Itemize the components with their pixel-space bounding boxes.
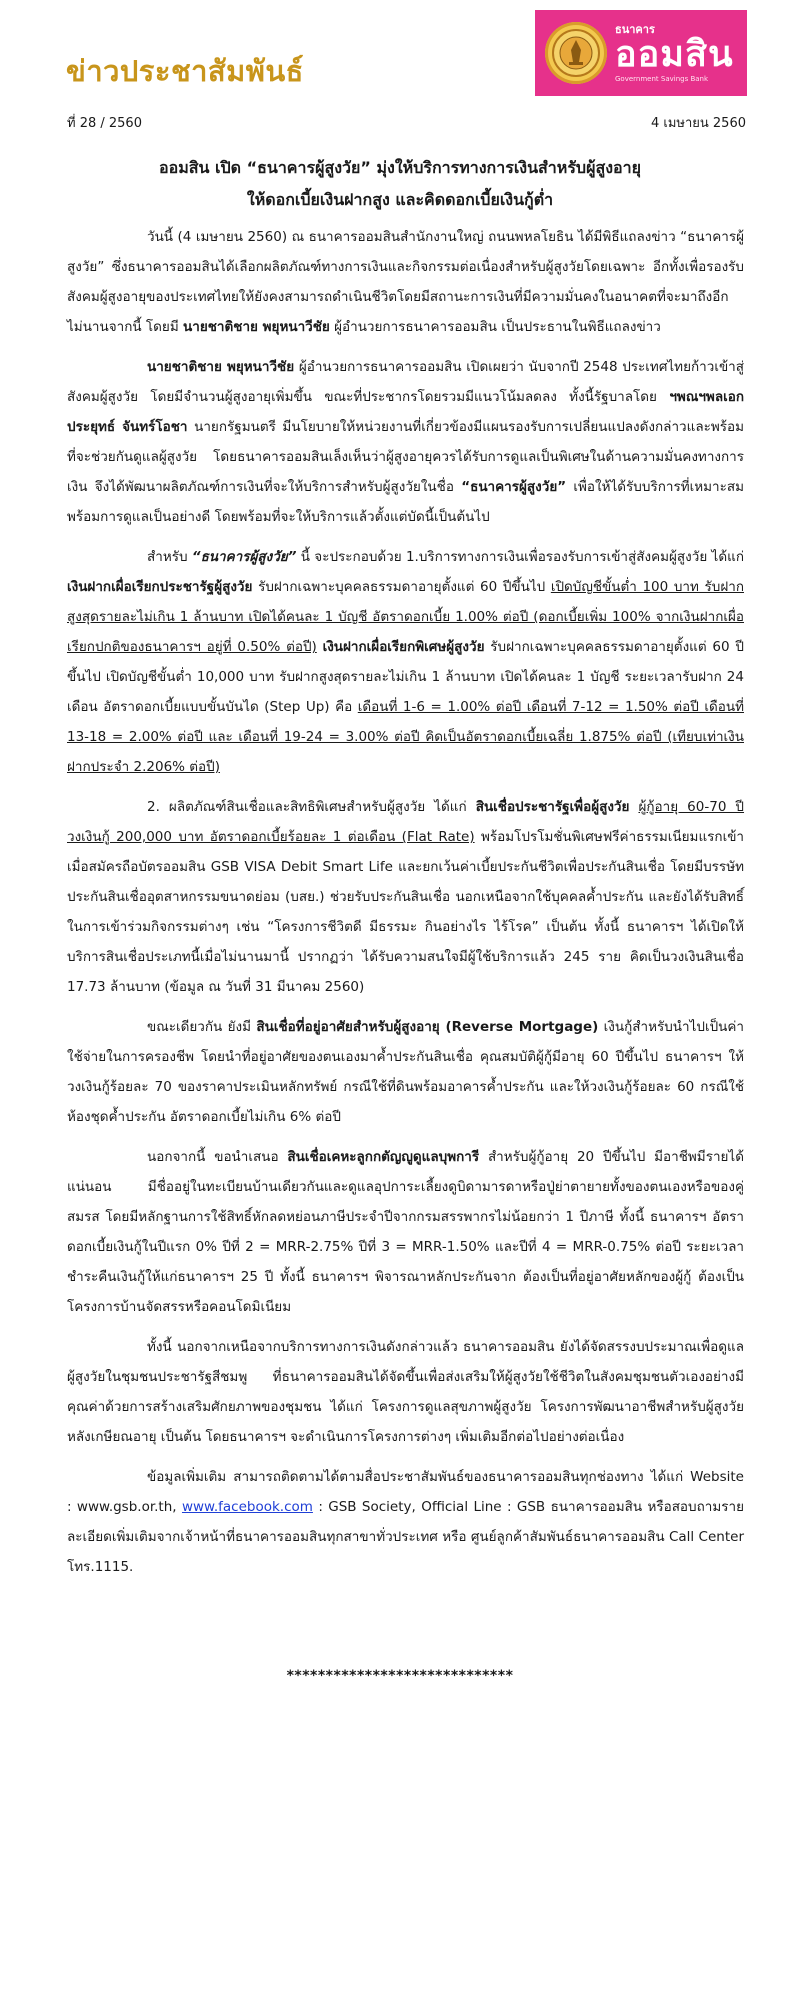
p2-text-f: เพื่อให้ได้รับบริการที่เหมาะสมพร้อมการดูแลเป็นอย่างดี โดยพร้อมที่จะให้บริการแล้วตั้งแต่บัดนี้เป็นต้นไป bbox=[67, 479, 744, 525]
gsb-logo bbox=[535, 10, 747, 96]
p5-text-a: ขณะเดียวกัน ยังมี bbox=[147, 1019, 252, 1035]
p3-text-h: รับฝากเฉพาะบุคคลธรรมดาอายุตั้งแต่ 60 ปีขึ้นไป เปิดบัญชีขั้นต่ำ 10,000 บาท รับฝากสูงสุดรายละไม่เกิน 1 ล้านบาท เปิดได้คนละ 1 บัญชี ระยะเวลารับฝาก 24 เดือน อัตราดอกเบี้ยแบบขั้นบันได (Step Up) คือ bbox=[67, 639, 744, 715]
p4-loan-product: สินเชื่อประชารัฐเพื่อผู้สูงวัย bbox=[475, 799, 630, 815]
p2-prime-minister: ฯพณฯพลเอกประยุทธ์ จันทร์โอชา bbox=[67, 389, 744, 435]
p2-director-name: นายชาติชาย พยุหนาวีชัย bbox=[147, 359, 295, 375]
paragraph-5 bbox=[67, 1012, 744, 1132]
p8-text-a: ข้อมูลเพิ่มเติม สามารถติดตามได้ตามสื่อประชาสัมพันธ์ของธนาคารออมสินทุกช่องทาง ได้แก่ Website : www.gsb.or.th, bbox=[67, 1469, 744, 1515]
gsb-seal-icon bbox=[545, 22, 607, 84]
p3-step-up-rates: เดือนที่ 1-6 = 1.00% ต่อปี เดือนที่ 7-12 = 1.50% ต่อปี เดือนที่ 13-18 = 2.00% ต่อปี และ เดือนที่ 19-24 = 3.00% ต่อปี คิดเป็นอัตราดอกเบี้ยเฉลี่ย 1.875% ต่อปี (เทียบเท่าเงินฝากประจำ 2.206% ต่อปี) bbox=[67, 699, 744, 775]
p1-text-c: ผู้อำนวยการธนาคารออมสิน เป็นประธานในพิธีแถลงข่าว bbox=[334, 319, 661, 335]
p3-deposit-product-1: เงินฝากเผื่อเรียกประชารัฐผู้สูงวัย bbox=[67, 579, 253, 595]
p5-reverse-mortgage: สินเชื่อที่อยู่อาศัยสำหรับผู้สูงอายุ (Reverse Mortgage) bbox=[256, 1019, 599, 1035]
p4-loan-terms: ผู้กู้อายุ 60-70 ปี วงเงินกู้ 200,000 บาท อัตราดอกเบี้ยร้อยละ 1 ต่อเดือน (Flat Rate) bbox=[67, 799, 745, 845]
headline-line-1: ออมสิน เปิด “ธนาคารผู้สูงวัย” มุ่งให้บริการทางการเงินสำหรับผู้สูงอายุ bbox=[158, 158, 642, 177]
p6-text-c: สำหรับผู้กู้อายุ 20 ปีขึ้นไป มีอาชีพมีรายได้แน่นอน มีชื่ออยู่ในทะเบียนบ้านเดียวกันและดูแลอุปการะเลี้ยงดูบิดามารดาหรือปู่ย่าตายายทั้งของตนเองหรือของคู่สมรส โดยมีหลักฐานการใช้สิทธิ์หักลดหย่อนภาษีประจำปีจากกรมสรรพากรไม่น้อยกว่า 1 ปีภาษี ทั้งนี้ ธนาคารฯ อัตราดอกเบี้ยเงินกู้ในปีแรก 0% ปีที่ 2 = MRR-2.75% ปีที่ 3 = MRR-1.50% และปีที่ 4 = MRR-0.75% ต่อปี ระยะเวลาชำระคืนเงินกู้ให้แก่ธนาคารฯ 25 ปี ทั้งนี้ ธนาคารฯ พิจารณาหลักประกันจาก ต้องเป็นที่อยู่อาศัยหลักของผู้กู้ ต้องเป็นโครงการบ้านจัดสรรหรือคอนโดมิเนียม bbox=[67, 1149, 744, 1315]
logo-brand-text: ออมสิน bbox=[615, 33, 734, 75]
p2-text-b: ผู้อำนวยการธนาคารออมสิน เปิดเผยว่า นับจากปี 2548 ประเทศไทยก้าวเข้าสู่สังคมผู้สูงวัย โดยมีจำนวนผู้สูงอายุเพิ่มขึ้น ขณะที่ประชากรโดยรวมมีแนวโน้มลดลง ทั้งนี้รัฐบาลโดย bbox=[67, 359, 744, 405]
p1-director-name: นายชาติชาย พยุหนาวีชัย bbox=[183, 319, 330, 335]
p8-text-b: : GSB Society, Official Line : GSB ธนาคารออมสิน หรือสอบถามรายละเอียดเพิ่มเติมจากเจ้าหน้าที่ธนาคารออมสินทุกสาขาทั่วประเทศ หรือ ศูนย์ลูกค้าสัมพันธ์ธนาคารออมสิน Call Center โทร.1115. bbox=[67, 1499, 745, 1575]
logo-small-text: ธนาคาร bbox=[615, 22, 655, 36]
p3-program-name: “ธนาคารผู้สูงวัย” bbox=[191, 549, 297, 565]
p1-text-a: วันนี้ (4 เมษายน 2560) ณ ธนาคารออมสินสำนักงานใหญ่ ถนนพหลโยธิน ได้มีพิธีแถลงข่าว “ธนาคารผู้สูงวัย” ซึ่งธนาคารออมสินได้เลือกผลิตภัณฑ์ทางการเงินและกิจกรรมต่อเนื่องสำหรับผู้สูงวัยโดยเฉพาะ อีกทั้งเพื่อรองรับสังคมผู้สูงอายุของประเทศไทยให้ยังคงสามารถดำเนินชีวิตโดยมีสถานะการเงินที่มีความมั่นคงในอนาคตที่จะมาถึงอีกไม่นานจากนี้ โดยมี bbox=[67, 229, 744, 335]
article-body bbox=[67, 222, 744, 1592]
facebook-link[interactable]: www.facebook.com bbox=[181, 1499, 313, 1515]
p3-deposit-product-2: เงินฝากเผื่อเรียกพิเศษผู้สูงวัย bbox=[322, 639, 485, 655]
p2-program-name: “ธนาคารผู้สูงวัย” bbox=[461, 479, 567, 495]
paragraph-4 bbox=[67, 792, 744, 1002]
p3-text-e: รับฝากเฉพาะบุคคลธรรมดาอายุตั้งแต่ 60 ปีขึ้นไป bbox=[258, 579, 546, 595]
paragraph-6 bbox=[67, 1142, 744, 1322]
p4-text-a: 2. ผลิตภัณฑ์สินเชื่อและสิทธิพิเศษสำหรับผู้สูงวัย ได้แก่ bbox=[147, 799, 467, 815]
release-date: 4 เมษายน 2560 bbox=[650, 116, 746, 131]
p2-text-d: นายกรัฐมนตรี มีนโยบายให้หน่วยงานที่เกี่ยวข้องมีแผนรองรับการเปลี่ยนแปลงดังกล่าวและพร้อมที่จะช่วยกันดูแลผู้สูงวัย โดยธนาคารออมสินเล็งเห็นว่าผู้สูงอายุควรได้รับการดูแลเป็นพิเศษในด้านความมั่นคงทางการเงิน จึงได้พัฒนาผลิตภัณฑ์การเงินที่จะให้บริการสำหรับผู้สูงวัยในชื่อ bbox=[67, 419, 744, 495]
paragraph-3 bbox=[67, 542, 744, 782]
press-release-title: ข่าวประชาสัมพันธ์ bbox=[66, 54, 304, 88]
p4-text-d: พร้อมโปรโมชั่นพิเศษฟรีค่าธรรมเนียมแรกเข้าเมื่อสมัครถือบัตรออมสิน GSB VISA Debit Smart Life และยกเว้นค่าเบี้ยประกันชีวิตเพื่อประกันสินเชื่อ โดยมีบรรษัทประกันสินเชื่ออุตสาหกรรมขนาดย่อม (บสย.) ช่วยรับประกันสินเชื่อ นอกเหนือจากใช้บุคคลค้ำประกัน และยังได้รับสิทธิ์ในการเข้าร่วมกิจกรรมต่างๆ เช่น “โครงการชีวิตดี มีธรรมะ กินอย่างไร ไร้โรค” เป็นต้น ทั้งนี้ ธนาคารฯ ได้เปิดให้บริการสินเชื่อประเภทนี้เมื่อไม่นานมานี้ ปรากฏว่า ได้รับความสนใจมีผู้ใช้บริการแล้ว 245 ราย คิดเป็นวงเงินสินเชื่อ 17.73 ล้านบาท (ข้อมูล ณ วันที่ 31 มีนาคม 2560) bbox=[67, 829, 744, 995]
paragraph-7 bbox=[67, 1332, 744, 1452]
logo-english-text: Government Savings Bank bbox=[615, 74, 709, 83]
p3-deposit-terms-1: เปิดบัญชีขั้นต่ำ 100 บาท รับฝากสูงสุดรายละไม่เกิน 1 ล้านบาท เปิดได้คนละ 1 บัญชี อัตราดอกเบี้ย 1.00% ต่อปี (ดอกเบี้ยเพิ่ม 100% จากเงินฝากเผื่อเรียกปกติของธนาคารฯ อยู่ที่ 0.50% ต่อปี) bbox=[67, 579, 744, 655]
paragraph-2 bbox=[67, 352, 744, 532]
p3-text-c: นี้ จะประกอบด้วย 1.บริการทางการเงินเพื่อรองรับการเข้าสู่สังคมผู้สูงวัย ได้แก่ bbox=[300, 549, 744, 565]
end-of-release-marks: ***************************** bbox=[286, 1668, 514, 1684]
p6-housing-loan: สินเชื่อเคหะลูกกตัญญูดูแลบุพการี bbox=[287, 1149, 480, 1165]
p3-text-a: สำหรับ bbox=[147, 549, 188, 565]
p6-text-a: นอกจากนี้ ขอนำเสนอ bbox=[147, 1149, 279, 1165]
headline-line-2: ให้ดอกเบี้ยเงินฝากสูง และคิดดอกเบี้ยเงินกู้ต่ำ bbox=[246, 190, 554, 209]
paragraph-1 bbox=[67, 222, 744, 342]
p5-text-c: เงินกู้สำหรับนำไปเป็นค่าใช้จ่ายในการครองชีพ โดยนำที่อยู่อาศัยของตนเองมาค้ำประกันสินเชื่อ คุณสมบัติผู้กู้มีอายุ 60 ปีขึ้นไป ธนาคารฯ ให้วงเงินกู้ร้อยละ 70 ของราคาประเมินหลักทรัพย์ กรณีใช้ที่ดินพร้อมอาคารค้ำประกัน และให้วงเงินกู้ร้อยละ 60 กรณีใช้ห้องชุดค้ำประกัน อัตราดอกเบี้ยไม่เกิน 6% ต่อปี bbox=[67, 1019, 744, 1125]
p7-text: ทั้งนี้ นอกจากเหนือจากบริการทางการเงินดังกล่าวแล้ว ธนาคารออมสิน ยังได้จัดสรรงบประมาณเพื่อดูแลผู้สูงวัยในชุมชนประชารัฐสีชมพู ที่ธนาคารออมสินได้จัดขึ้นเพื่อส่งเสริมให้ผู้สูงวัยใช้ชีวิตในสังคมชุมชนตัวเองอย่างมีคุณค่าด้วยการสร้างเสริมศักยภาพของชุมชน ได้แก่ โครงการดูแลสุขภาพผู้สูงวัย โครงการพัฒนาอาชีพสำหรับผู้สูงวัยหลังเกษียณอายุ เป็นต้น โดยธนาคารฯ จะดำเนินการโครงการต่างๆ เพิ่มเติมอีกต่อไปอย่างต่อเนื่อง bbox=[67, 1339, 744, 1445]
paragraph-8 bbox=[67, 1462, 744, 1582]
reference-number: ที่ 28 / 2560 bbox=[67, 116, 142, 131]
